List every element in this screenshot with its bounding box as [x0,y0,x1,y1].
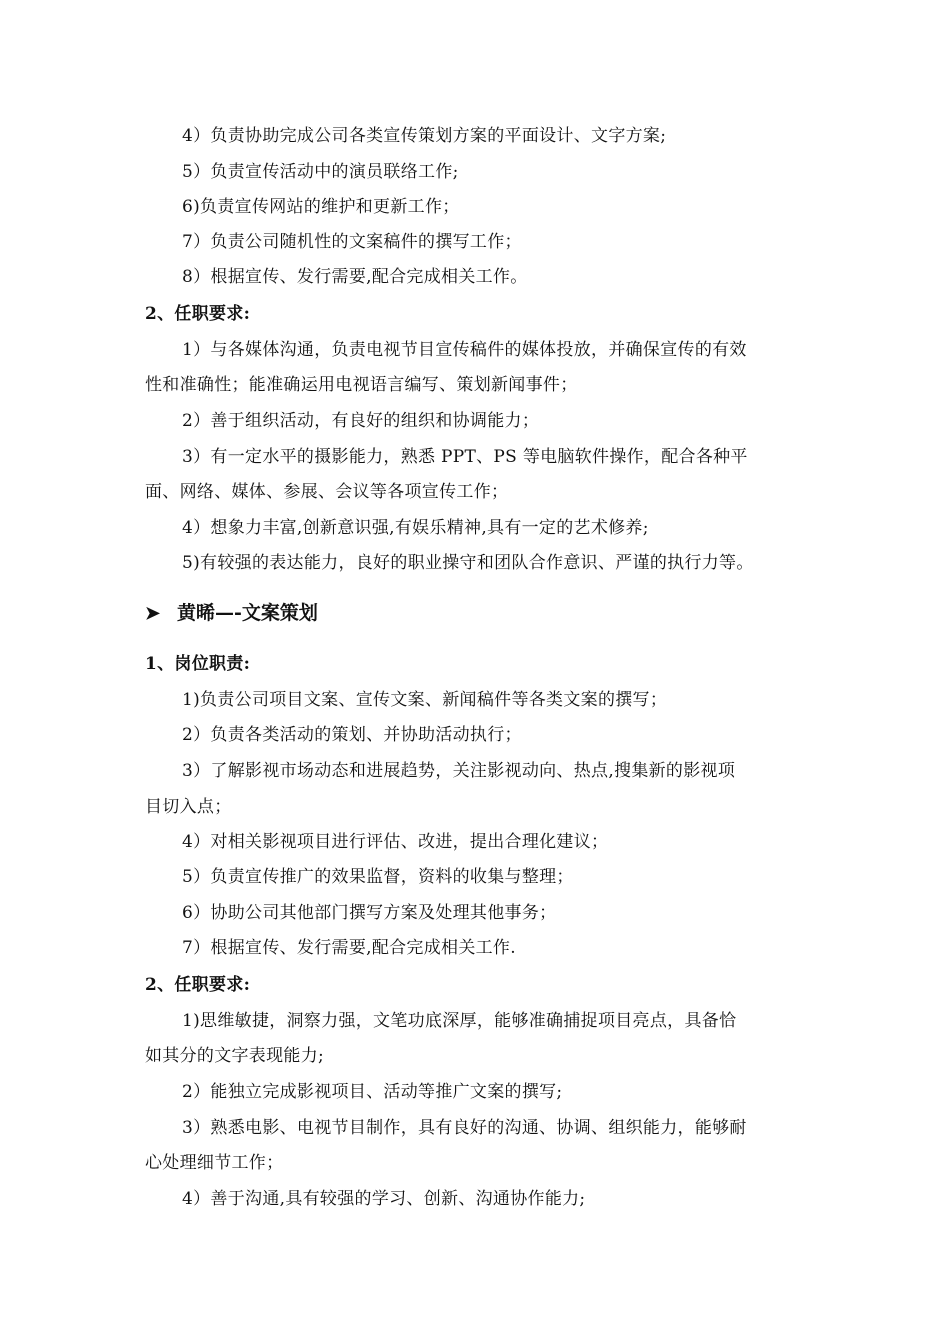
requirements-heading: 2、任职要求: [145,304,251,324]
duty-item-8: 8）根据宣传、发行需要,配合完成相关工作。 [182,267,528,287]
duty-item-3-continued: 目切入点； [145,797,232,817]
requirement-item-2: 2）善于组织活动，有良好的组织和协调能力； [182,411,540,431]
requirement-item-4: 4）想象力丰富,创新意识强,有娱乐精神,具有一定的艺术修养; [182,518,649,538]
duty-item-4: 4）负责协助完成公司各类宣传策划方案的平面设计、文字方案; [182,126,667,146]
duty-item-5: 5）负责宣传活动中的演员联络工作; [182,162,459,182]
duty-item-4: 4）对相关影视项目进行评估、改进，提出合理化建议； [182,832,609,852]
duty-item-6: 6)负责宣传网站的维护和更新工作； [182,197,460,217]
duty-item-3: 3）了解影视市场动态和进展趋势，关注影视动向、热点,搜集新的影视项 [182,761,736,781]
requirement-item-4: 4）善于沟通,具有较强的学习、创新、沟通协作能力; [182,1189,586,1209]
arrow-bullet-icon: ➤ [145,603,161,624]
duty-item-6: 6）协助公司其他部门撰写方案及处理其他事务； [182,903,557,923]
requirement-item-3: 3）熟悉电影、电视节目制作，具有良好的沟通、协调、组织能力，能够耐 [182,1118,747,1138]
requirement-item-3: 3）有一定水平的摄影能力，熟悉 PPT、PS 等电脑软件操作，配合各种平 [182,447,748,467]
duty-item-1: 1)负责公司项目文案、宣传文案、新闻稿件等各类文案的撰写； [182,690,668,710]
duty-item-2: 2）负责各类活动的策划、并协助活动执行； [182,725,522,745]
requirement-item-1-continued: 性和准确性；能准确运用电视语言编写、策划新闻事件； [145,375,578,395]
duty-item-7: 7）根据宣传、发行需要,配合完成相关工作. [182,938,516,958]
requirement-item-1: 1)思维敏捷，洞察力强，文笔功底深厚，能够准确捕捉项目亮点，具备恰 [182,1011,737,1031]
requirement-item-3-continued: 面、网络、媒体、参展、会议等各项宣传工作； [145,482,509,502]
requirement-item-2: 2）能独立完成影视项目、活动等推广文案的撰写; [182,1082,563,1102]
requirement-item-3-continued: 心处理细节工作； [145,1153,284,1173]
requirements-heading: 2、任职要求: [145,975,251,995]
duty-item-7: 7）负责公司随机性的文案稿件的撰写工作； [182,232,522,252]
section-title-text: 黄晞—-文案策划 [177,602,318,624]
duties-heading: 1、岗位职责: [145,654,251,674]
requirement-item-1-continued: 如其分的文字表现能力; [145,1046,325,1066]
duty-item-5: 5）负责宣传推广的效果监督，资料的收集与整理； [182,867,574,887]
requirement-item-1: 1）与各媒体沟通，负责电视节目宣传稿件的媒体投放，并确保宣传的有效 [182,340,747,360]
section-title [145,600,318,627]
requirement-item-5: 5)有较强的表达能力，良好的职业操守和团队合作意识、严谨的执行力等。 [182,553,754,573]
